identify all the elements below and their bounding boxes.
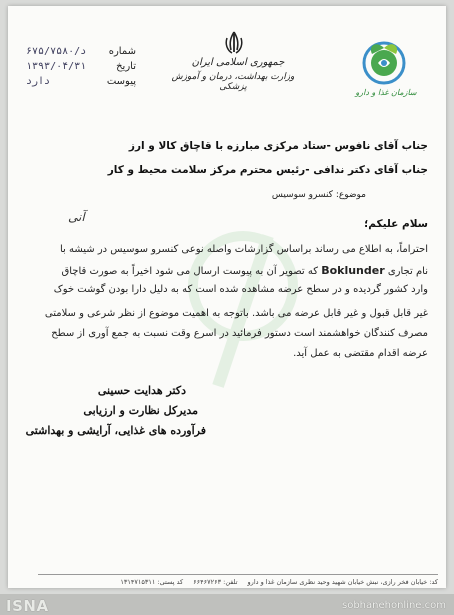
signatory-name: دکتر هدایت حسینی [97, 384, 186, 397]
site-watermark: sobhanehonline.com [341, 600, 446, 611]
handwritten-salutation: آنی [68, 210, 85, 224]
ministry-title: وزارت بهداشت، درمان و آموزش پزشکی [171, 72, 295, 92]
subject-line: موضوع: کنسرو سوسیس [271, 190, 366, 200]
attachment-row [26, 76, 136, 87]
letter-date-row [26, 61, 136, 72]
letter-date-label: تاریخ [116, 61, 136, 72]
letter-number-value: د/۶۷۵/۷۵۸۰ [26, 46, 87, 57]
iran-emblem-icon [222, 30, 246, 56]
recipient-2: جناب آقای دکتر ندافی -رئیس محترم مرکز سلامت محیط و کار [107, 164, 428, 176]
body-line-5: مصرف کنندگان خواهشمند است دستور فرمائید در اسرع وقت نسبت به جمع آوری از سطح [51, 328, 428, 339]
footer-postal: کد پستی: ۱۳۱۴۷۱۵۳۱۱ [120, 578, 184, 586]
footer-phone: تلفن: ۶۶۴۶۷۲۶۳ [193, 578, 238, 586]
gov-title: جمهوری اسلامی ایران [191, 57, 285, 68]
footer-divider [38, 574, 438, 575]
body-line-6: عرضه اقدام مقتضی به عمل آید. [293, 348, 428, 359]
body-line-3: وارد کشور گردیده و در سطح عرضه مشاهده شده است که به دلیل دارا بودن گوشت خوک [53, 284, 428, 295]
letter-page [8, 6, 446, 588]
food-and-drug-logo-icon [358, 36, 410, 88]
brand-name: Boklunder [321, 264, 385, 277]
recipient-1: جناب آقای نافوس -ستاد مرکزی مبارزه با قاچاق کالا و ارز [128, 140, 428, 152]
body-line-2 [61, 264, 428, 277]
attachment-label: پیوست [106, 76, 136, 87]
org-name: سازمان غذا و دارو [355, 88, 417, 97]
footer [38, 578, 438, 586]
letter-number-row [26, 46, 136, 57]
body-line-4: غیر قابل قبول و غیر قابل عرضه می باشد. باتوجه به اهمیت موضوع از نظر شرعی و سلامتی [44, 308, 428, 319]
signatory-title-2: فرآورده های غذایی، آرایشی و بهداشتی [25, 424, 206, 437]
attachment-value: دارد [26, 76, 51, 87]
body-line-2-rest: که تصویر آن به پیوست ارسال می شود اخیراً به صورت قاچاق [61, 266, 319, 277]
body-line-2-prefix: نام تجاری [387, 266, 428, 277]
footer-address: کد: خیابان فخر رازی، نبش خیابان شهید وحید نظری سازمان غذا و دارو [247, 578, 438, 586]
body-line-1: احتراماً، به اطلاع می رساند براساس گزارشات واصله نوعی کنسرو سوسیس در شیشه با [59, 244, 428, 255]
letter-date-value: ۱۳۹۳/۰۴/۳۱ [26, 61, 87, 72]
greeting: سلام علیکم؛ [364, 218, 428, 230]
signatory-title-1: مدیرکل نظارت و ارزیابی [83, 404, 198, 417]
watermark-logo-icon [178, 206, 308, 406]
letter-number-label: شماره [108, 46, 136, 57]
agency-logo: ISNA [6, 597, 49, 615]
